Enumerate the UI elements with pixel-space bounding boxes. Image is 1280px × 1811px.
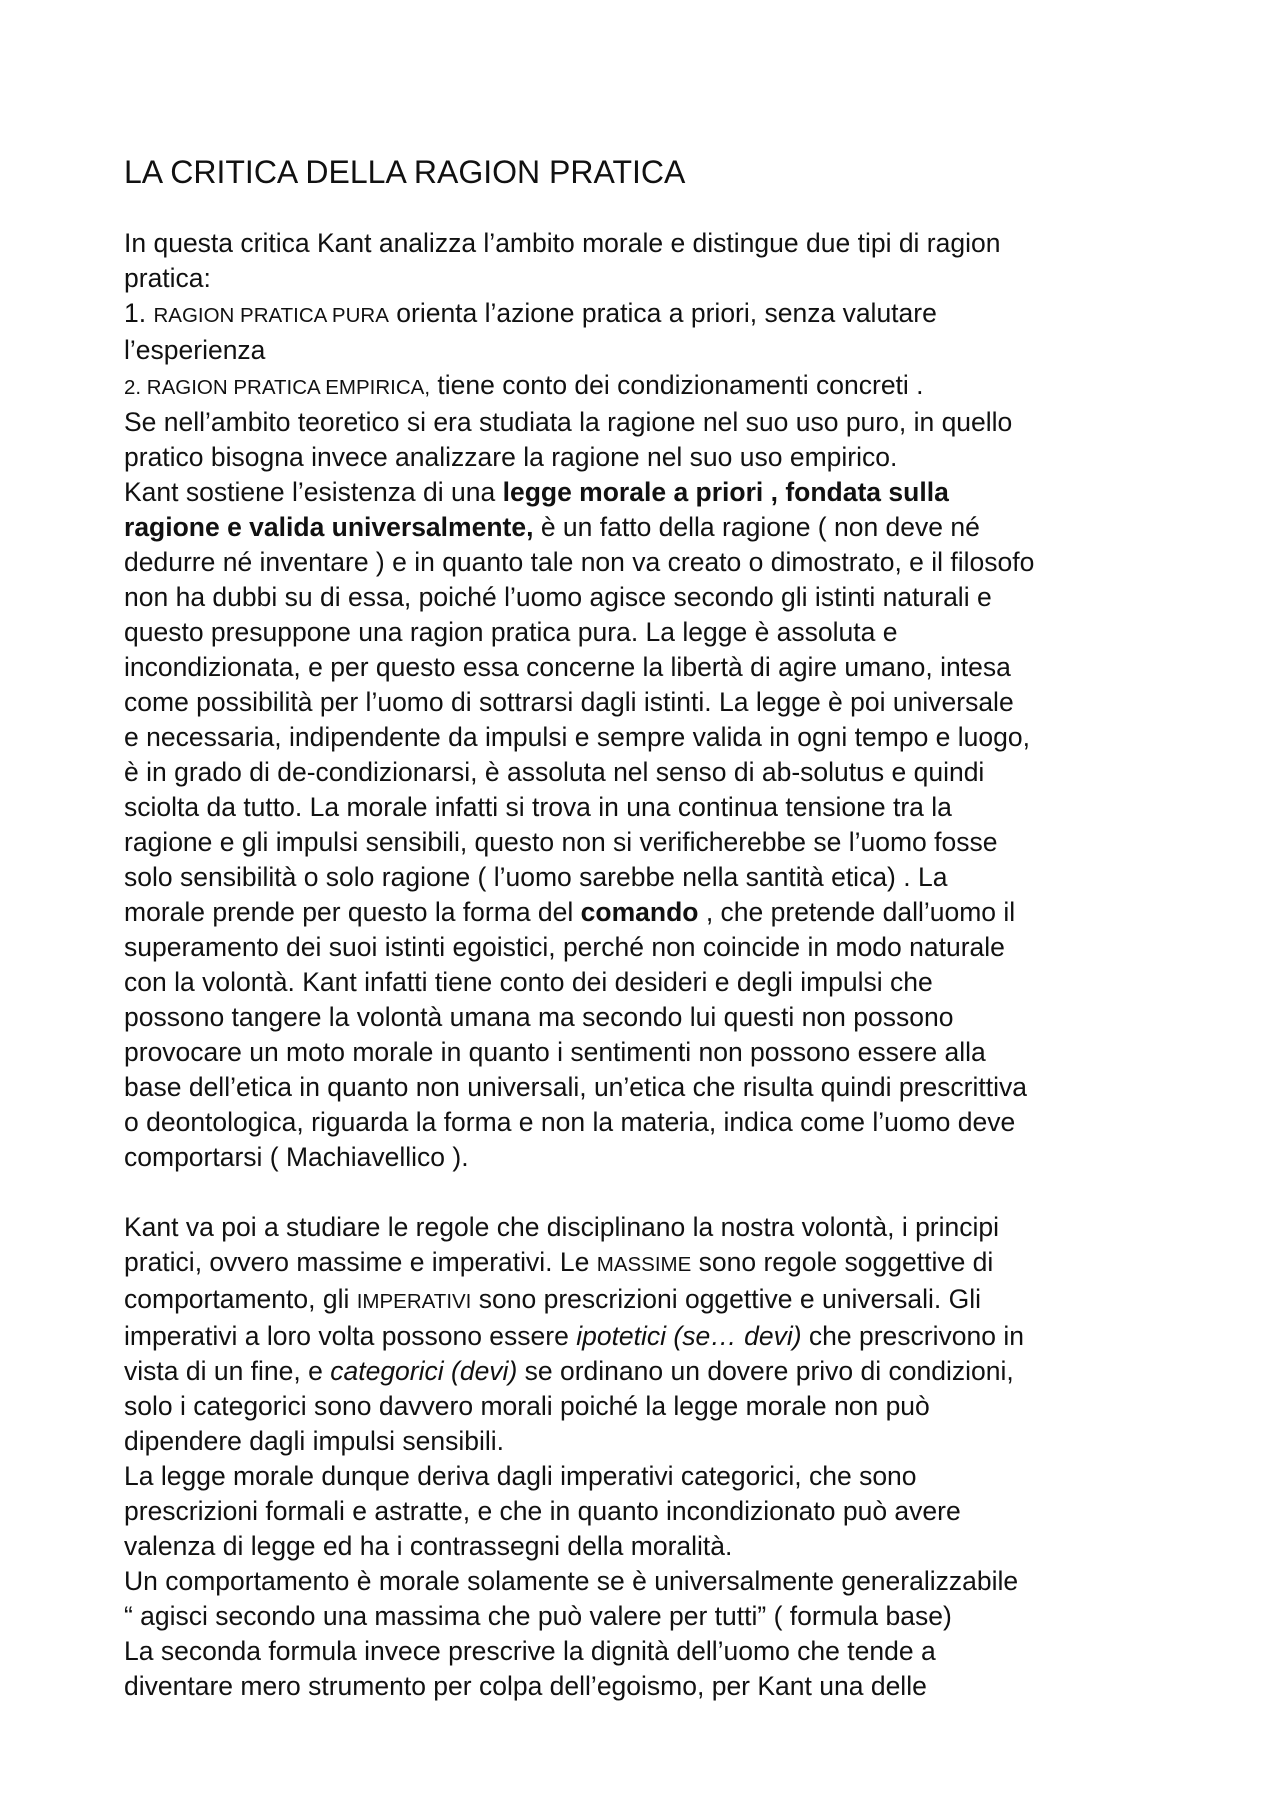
text-span: pratici, ovvero massime e imperativi. Le — [124, 1247, 597, 1277]
term-massime: MASSIME — [596, 1253, 692, 1276]
document-title: LA CRITICA DELLA RAGION PRATICA — [124, 154, 686, 190]
text-line: prescrizioni formali e astratte, e che in quanto incondizionato può avere — [124, 1496, 961, 1526]
term-ragion-pratica-pura: RAGION PRATICA PURA — [153, 304, 389, 327]
text-span: che prescrivono in — [801, 1321, 1024, 1351]
text-span: tiene conto dei condizionamenti concreti . — [430, 370, 924, 400]
text-line — [124, 1319, 1184, 1354]
text-line: solo sensibilità o solo ragione ( l’uomo sarebbe nella santità etica) . La — [124, 862, 948, 892]
text-line: o deontologica, riguarda la forma e non la materia, indica come l’uomo deve — [124, 1107, 1016, 1137]
text-span: orienta l’azione pratica a priori, senza valutare — [388, 298, 937, 328]
text-line: dipendere dagli impulsi sensibili. — [124, 1426, 505, 1456]
text-line: provocare un moto morale in quanto i sentimenti non possono essere alla — [124, 1037, 986, 1067]
text-line: pratico bisogna invece analizzare la ragione nel suo uso empirico. — [124, 442, 898, 472]
text-line: questo presuppone una ragion pratica pura. La legge è assoluta e — [124, 617, 898, 647]
text-line: La seconda formula invece prescrive la dignità dell’uomo che tende a — [124, 1636, 936, 1666]
text-line: sciolta da tutto. La morale infatti si trova in una continua tensione tra la — [124, 792, 952, 822]
text-line: è in grado di de-condizionarsi, è assoluta nel senso di ab-solutus e quindi — [124, 757, 985, 787]
text-line: In questa critica Kant analizza l’ambito morale e distingue due tipi di ragion — [124, 228, 1001, 258]
italic-ipotetici: ipotetici (se… devi) — [576, 1321, 802, 1351]
list-item-empirica — [124, 368, 1184, 405]
text-line: con la volontà. Kant infatti tiene conto dei desideri e degli impulsi che — [124, 967, 933, 997]
bold-ragione-valida: ragione e valida universalmente, — [124, 512, 534, 542]
term-ragion-pratica-empirica: 2. RAGION PRATICA EMPIRICA, — [124, 376, 431, 399]
text-line: diventare mero strumento per colpa dell’egoismo, per Kant una delle — [124, 1671, 927, 1701]
text-span: sono prescrizioni oggettive e universali. Gli — [471, 1284, 982, 1314]
text-line: incondizionata, e per questo essa concerne la libertà di agire umano, intesa — [124, 652, 1011, 682]
text-span: sono regole soggettive di — [691, 1247, 994, 1277]
paragraph-spacer — [124, 1175, 1184, 1210]
text-span: Kant sostiene l’esistenza di una — [124, 477, 503, 507]
text-line: non ha dubbi su di essa, poiché l’uomo agisce secondo gli istinti naturali e — [124, 582, 992, 612]
paragraph-imperativi — [124, 1210, 1184, 1704]
text-line: solo i categorici sono davvero morali poiché la legge morale non può — [124, 1391, 930, 1421]
text-span: imperativi a loro volta possono essere — [124, 1321, 577, 1351]
text-line — [124, 1282, 1184, 1319]
text-span: è un fatto della ragione ( non deve né — [533, 512, 980, 542]
document-page — [124, 150, 1184, 1704]
text-span: vista di un fine, e — [124, 1356, 331, 1386]
text-line — [124, 475, 1184, 510]
text-line: ragione e gli impulsi sensibili, questo non si verificherebbe se l’uomo fosse — [124, 827, 998, 857]
text-line: come possibilità per l’uomo di sottrarsi dagli istinti. La legge è poi universale — [124, 687, 1014, 717]
text-line: superamento dei suoi istinti egoistici, perché non coincide in modo naturale — [124, 932, 1005, 962]
list-number: 1. — [124, 298, 154, 328]
text-line: Un comportamento è morale solamente se è universalmente generalizzabile — [124, 1566, 1019, 1596]
text-line: possono tangere la volontà umana ma secondo lui questi non possono — [124, 1002, 954, 1032]
text-line: comportarsi ( Machiavellico ). — [124, 1142, 469, 1172]
text-span: se ordinano un dovere privo di condizioni, — [517, 1356, 1014, 1386]
text-line: Kant va poi a studiare le regole che disciplinano la nostra volontà, i principi — [124, 1212, 1000, 1242]
text-line: “ agisci secondo una massima che può valere per tutti” ( formula base) — [124, 1601, 952, 1631]
term-imperativi: IMPERATIVI — [356, 1290, 472, 1313]
text-span: , che pretende dall’uomo il — [698, 897, 1016, 927]
text-line: base dell’etica in quanto non universali, un’etica che risulta quindi prescrittiva — [124, 1072, 1027, 1102]
paragraph-intro — [124, 226, 1184, 1175]
text-span: comportamento, gli — [124, 1284, 357, 1314]
text-line: dedurre né inventare ) e in quanto tale non va creato o dimostrato, e il filosofo — [124, 547, 1035, 577]
text-line: l’esperienza — [124, 335, 266, 365]
list-item-pura — [124, 296, 1184, 333]
text-line — [124, 895, 1184, 930]
text-line: e necessaria, indipendente da impulsi e sempre valida in ogni tempo e luogo, — [124, 722, 1030, 752]
italic-categorici: categorici (devi) — [330, 1356, 518, 1386]
bold-comando: comando — [580, 897, 699, 927]
text-line: valenza di legge ed ha i contrassegni della moralità. — [124, 1531, 733, 1561]
text-line — [124, 510, 1184, 545]
text-line: Se nell’ambito teoretico si era studiata la ragione nel suo uso puro, in quello — [124, 407, 1013, 437]
text-span: morale prende per questo la forma del — [124, 897, 581, 927]
bold-legge-morale: legge morale a priori , fondata sulla — [502, 477, 949, 507]
text-line: pratica: — [124, 263, 211, 293]
text-line — [124, 1354, 1184, 1389]
text-line — [124, 1245, 1184, 1282]
text-line: La legge morale dunque deriva dagli imperativi categorici, che sono — [124, 1461, 917, 1491]
